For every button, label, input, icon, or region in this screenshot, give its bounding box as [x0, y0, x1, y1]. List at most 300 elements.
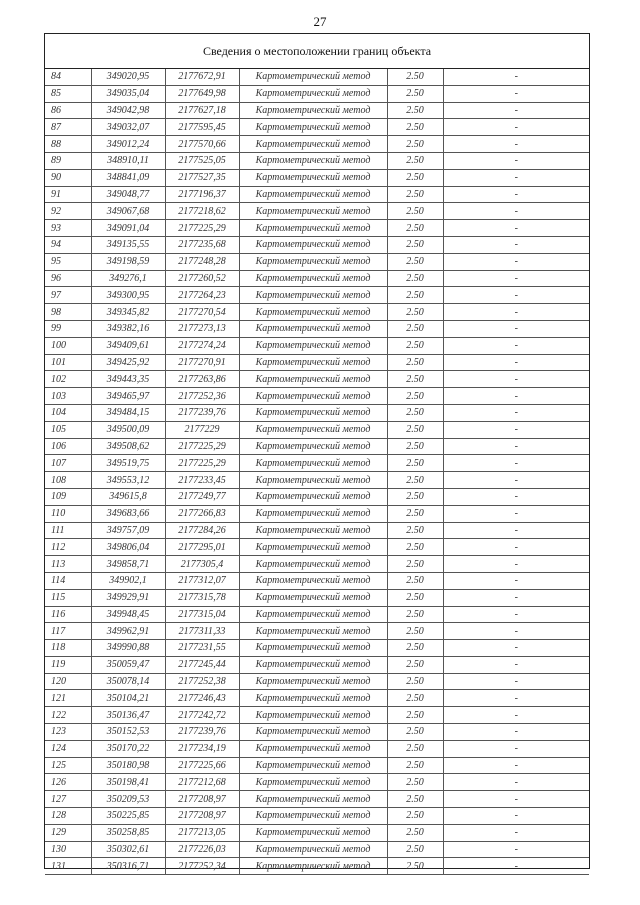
y-coordinate-cell: 2177312,07 [165, 572, 239, 589]
point-number-cell: 129 [45, 824, 91, 841]
description-cell: - [443, 320, 589, 337]
page-number: 27 [313, 14, 327, 29]
method-cell: Картометрический метод [239, 505, 387, 522]
y-coordinate-cell: 2177229 [165, 421, 239, 438]
description-cell: - [443, 505, 589, 522]
table-row [45, 589, 589, 606]
method-cell: Картометрический метод [239, 556, 387, 573]
method-cell: Картометрический метод [239, 270, 387, 287]
accuracy-cell: 2.50 [387, 169, 443, 186]
x-coordinate-cell: 350302,61 [91, 841, 165, 858]
method-cell: Картометрический метод [239, 740, 387, 757]
y-coordinate-cell: 2177246,43 [165, 690, 239, 707]
table-row [45, 304, 589, 321]
description-cell: - [443, 606, 589, 623]
x-coordinate-cell: 349962,91 [91, 623, 165, 640]
method-cell: Картометрический метод [239, 253, 387, 270]
point-number-cell: 103 [45, 388, 91, 405]
table-row [45, 69, 589, 85]
description-cell: - [443, 472, 589, 489]
table-row [45, 119, 589, 136]
y-coordinate-cell: 2177225,29 [165, 455, 239, 472]
table-row [45, 673, 589, 690]
accuracy-cell: 2.50 [387, 724, 443, 741]
method-cell: Картометрический метод [239, 757, 387, 774]
y-coordinate-cell: 2177212,68 [165, 774, 239, 791]
point-number-cell: 117 [45, 623, 91, 640]
description-cell: - [443, 539, 589, 556]
y-coordinate-cell: 2177672,91 [165, 69, 239, 85]
point-number-cell: 99 [45, 320, 91, 337]
table-row [45, 488, 589, 505]
description-cell: - [443, 791, 589, 808]
description-cell: - [443, 724, 589, 741]
accuracy-cell: 2.50 [387, 707, 443, 724]
point-number-cell: 124 [45, 740, 91, 757]
accuracy-cell: 2.50 [387, 455, 443, 472]
y-coordinate-cell: 2177525,05 [165, 152, 239, 169]
point-number-cell: 105 [45, 421, 91, 438]
description-cell: - [443, 186, 589, 203]
point-number-cell: 107 [45, 455, 91, 472]
method-cell: Картометрический метод [239, 858, 387, 875]
description-cell: - [443, 220, 589, 237]
accuracy-cell: 2.50 [387, 589, 443, 606]
point-number-cell: 98 [45, 304, 91, 321]
point-number-cell: 108 [45, 472, 91, 489]
boundary-table-frame [44, 33, 590, 872]
description-cell: - [443, 152, 589, 169]
y-coordinate-cell: 2177595,45 [165, 119, 239, 136]
table-row [45, 455, 589, 472]
x-coordinate-cell: 349902,1 [91, 572, 165, 589]
point-number-cell: 121 [45, 690, 91, 707]
method-cell: Картометрический метод [239, 656, 387, 673]
table-row [45, 102, 589, 119]
x-coordinate-cell: 350152,53 [91, 724, 165, 741]
accuracy-cell: 2.50 [387, 354, 443, 371]
accuracy-cell: 2.50 [387, 287, 443, 304]
method-cell: Картометрический метод [239, 623, 387, 640]
description-cell: - [443, 707, 589, 724]
accuracy-cell: 2.50 [387, 220, 443, 237]
table-row [45, 287, 589, 304]
table-row [45, 421, 589, 438]
x-coordinate-cell: 349409,61 [91, 337, 165, 354]
description-cell: - [443, 858, 589, 875]
table-row [45, 472, 589, 489]
description-cell: - [443, 85, 589, 102]
table-row [45, 808, 589, 825]
y-coordinate-cell: 2177266,83 [165, 505, 239, 522]
description-cell: - [443, 556, 589, 573]
method-cell: Картометрический метод [239, 522, 387, 539]
x-coordinate-cell: 349032,07 [91, 119, 165, 136]
method-cell: Картометрический метод [239, 421, 387, 438]
x-coordinate-cell: 350225,85 [91, 808, 165, 825]
description-cell: - [443, 808, 589, 825]
x-coordinate-cell: 349519,75 [91, 455, 165, 472]
table-row [45, 354, 589, 371]
point-number-cell: 119 [45, 656, 91, 673]
description-cell: - [443, 354, 589, 371]
x-coordinate-cell: 349382,16 [91, 320, 165, 337]
table-row [45, 169, 589, 186]
table-row [45, 320, 589, 337]
description-cell: - [443, 371, 589, 388]
description-cell: - [443, 740, 589, 757]
y-coordinate-cell: 2177213,05 [165, 824, 239, 841]
description-cell: - [443, 270, 589, 287]
table-row [45, 824, 589, 841]
method-cell: Картометрический метод [239, 85, 387, 102]
description-cell: - [443, 304, 589, 321]
table-row [45, 203, 589, 220]
method-cell: Картометрический метод [239, 808, 387, 825]
method-cell: Картометрический метод [239, 320, 387, 337]
method-cell: Картометрический метод [239, 203, 387, 220]
description-cell: - [443, 572, 589, 589]
point-number-cell: 120 [45, 673, 91, 690]
method-cell: Картометрический метод [239, 371, 387, 388]
accuracy-cell: 2.50 [387, 304, 443, 321]
description-cell: - [443, 757, 589, 774]
point-number-cell: 112 [45, 539, 91, 556]
description-cell: - [443, 824, 589, 841]
accuracy-cell: 2.50 [387, 757, 443, 774]
accuracy-cell: 2.50 [387, 505, 443, 522]
section-title: Сведения о местоположении границ объекта [45, 34, 589, 69]
point-number-cell: 106 [45, 438, 91, 455]
method-cell: Картометрический метод [239, 304, 387, 321]
x-coordinate-cell: 350059,47 [91, 656, 165, 673]
point-number-cell: 94 [45, 236, 91, 253]
method-cell: Картометрический метод [239, 119, 387, 136]
point-number-cell: 109 [45, 488, 91, 505]
y-coordinate-cell: 2177235,68 [165, 236, 239, 253]
method-cell: Картометрический метод [239, 236, 387, 253]
x-coordinate-cell: 350104,21 [91, 690, 165, 707]
accuracy-cell: 2.50 [387, 388, 443, 405]
method-cell: Картометрический метод [239, 640, 387, 657]
y-coordinate-cell: 2177225,66 [165, 757, 239, 774]
accuracy-cell: 2.50 [387, 690, 443, 707]
point-number-cell: 89 [45, 152, 91, 169]
table-row [45, 690, 589, 707]
description-cell: - [443, 640, 589, 657]
description-cell: - [443, 119, 589, 136]
point-number-cell: 130 [45, 841, 91, 858]
description-cell: - [443, 236, 589, 253]
description-cell: - [443, 589, 589, 606]
y-coordinate-cell: 2177226,03 [165, 841, 239, 858]
y-coordinate-cell: 2177270,91 [165, 354, 239, 371]
y-coordinate-cell: 2177270,54 [165, 304, 239, 321]
point-number-cell: 131 [45, 858, 91, 875]
table-row [45, 253, 589, 270]
point-number-cell: 96 [45, 270, 91, 287]
method-cell: Картометрический метод [239, 455, 387, 472]
description-cell: - [443, 337, 589, 354]
y-coordinate-cell: 2177649,98 [165, 85, 239, 102]
description-cell: - [443, 488, 589, 505]
x-coordinate-cell: 349276,1 [91, 270, 165, 287]
point-number-cell: 85 [45, 85, 91, 102]
method-cell: Картометрический метод [239, 606, 387, 623]
point-number-cell: 110 [45, 505, 91, 522]
y-coordinate-cell: 2177225,29 [165, 220, 239, 237]
accuracy-cell: 2.50 [387, 253, 443, 270]
description-cell: - [443, 656, 589, 673]
y-coordinate-cell: 2177315,04 [165, 606, 239, 623]
point-number-cell: 128 [45, 808, 91, 825]
table-row [45, 572, 589, 589]
point-number-cell: 100 [45, 337, 91, 354]
table-row [45, 707, 589, 724]
table-row [45, 724, 589, 741]
point-number-cell: 101 [45, 354, 91, 371]
table-row [45, 236, 589, 253]
point-number-cell: 97 [45, 287, 91, 304]
table-row [45, 371, 589, 388]
x-coordinate-cell: 349425,92 [91, 354, 165, 371]
x-coordinate-cell: 349806,04 [91, 539, 165, 556]
accuracy-cell: 2.50 [387, 371, 443, 388]
x-coordinate-cell: 349757,09 [91, 522, 165, 539]
y-coordinate-cell: 2177218,62 [165, 203, 239, 220]
point-number-cell: 115 [45, 589, 91, 606]
description-cell: - [443, 673, 589, 690]
accuracy-cell: 2.50 [387, 472, 443, 489]
accuracy-cell: 2.50 [387, 136, 443, 153]
method-cell: Картометрический метод [239, 136, 387, 153]
accuracy-cell: 2.50 [387, 85, 443, 102]
table-row [45, 522, 589, 539]
y-coordinate-cell: 2177311,33 [165, 623, 239, 640]
table-row [45, 858, 589, 875]
point-number-cell: 116 [45, 606, 91, 623]
point-number-cell: 87 [45, 119, 91, 136]
method-cell: Картометрический метод [239, 438, 387, 455]
table-row [45, 791, 589, 808]
y-coordinate-cell: 2177245,44 [165, 656, 239, 673]
y-coordinate-cell: 2177252,38 [165, 673, 239, 690]
method-cell: Картометрический метод [239, 388, 387, 405]
point-number-cell: 126 [45, 774, 91, 791]
method-cell: Картометрический метод [239, 824, 387, 841]
x-coordinate-cell: 349300,95 [91, 287, 165, 304]
accuracy-cell: 2.50 [387, 270, 443, 287]
method-cell: Картометрический метод [239, 841, 387, 858]
point-number-cell: 90 [45, 169, 91, 186]
method-cell: Картометрический метод [239, 572, 387, 589]
y-coordinate-cell: 2177234,19 [165, 740, 239, 757]
description-cell: - [443, 421, 589, 438]
method-cell: Картометрический метод [239, 690, 387, 707]
table-row [45, 186, 589, 203]
point-number-cell: 95 [45, 253, 91, 270]
accuracy-cell: 2.50 [387, 640, 443, 657]
y-coordinate-cell: 2177264,23 [165, 287, 239, 304]
x-coordinate-cell: 349091,04 [91, 220, 165, 237]
x-coordinate-cell: 349990,88 [91, 640, 165, 657]
method-cell: Картометрический метод [239, 707, 387, 724]
x-coordinate-cell: 349948,45 [91, 606, 165, 623]
point-number-cell: 127 [45, 791, 91, 808]
accuracy-cell: 2.50 [387, 522, 443, 539]
y-coordinate-cell: 2177284,26 [165, 522, 239, 539]
point-number-cell: 93 [45, 220, 91, 237]
x-coordinate-cell: 349035,04 [91, 85, 165, 102]
point-number-cell: 91 [45, 186, 91, 203]
accuracy-cell: 2.50 [387, 69, 443, 85]
y-coordinate-cell: 2177233,45 [165, 472, 239, 489]
description-cell: - [443, 253, 589, 270]
x-coordinate-cell: 349500,09 [91, 421, 165, 438]
x-coordinate-cell: 350170,22 [91, 740, 165, 757]
table-row [45, 640, 589, 657]
table-row [45, 539, 589, 556]
boundary-points-table [45, 69, 589, 875]
description-cell: - [443, 69, 589, 85]
accuracy-cell: 2.50 [387, 858, 443, 875]
x-coordinate-cell: 349508,62 [91, 438, 165, 455]
x-coordinate-cell: 349443,35 [91, 371, 165, 388]
description-cell: - [443, 203, 589, 220]
table-row [45, 337, 589, 354]
table-row [45, 556, 589, 573]
x-coordinate-cell: 348910,11 [91, 152, 165, 169]
x-coordinate-cell: 348841,09 [91, 169, 165, 186]
y-coordinate-cell: 2177239,76 [165, 404, 239, 421]
y-coordinate-cell: 2177252,36 [165, 388, 239, 405]
y-coordinate-cell: 2177248,28 [165, 253, 239, 270]
x-coordinate-cell: 349345,82 [91, 304, 165, 321]
x-coordinate-cell: 350078,14 [91, 673, 165, 690]
accuracy-cell: 2.50 [387, 673, 443, 690]
point-number-cell: 122 [45, 707, 91, 724]
x-coordinate-cell: 349683,66 [91, 505, 165, 522]
accuracy-cell: 2.50 [387, 404, 443, 421]
y-coordinate-cell: 2177252,34 [165, 858, 239, 875]
x-coordinate-cell: 349020,95 [91, 69, 165, 85]
y-coordinate-cell: 2177627,18 [165, 102, 239, 119]
method-cell: Картометрический метод [239, 169, 387, 186]
accuracy-cell: 2.50 [387, 539, 443, 556]
accuracy-cell: 2.50 [387, 438, 443, 455]
description-cell: - [443, 287, 589, 304]
table-row [45, 656, 589, 673]
accuracy-cell: 2.50 [387, 623, 443, 640]
y-coordinate-cell: 2177260,52 [165, 270, 239, 287]
accuracy-cell: 2.50 [387, 337, 443, 354]
method-cell: Картометрический метод [239, 724, 387, 741]
y-coordinate-cell: 2177295,01 [165, 539, 239, 556]
x-coordinate-cell: 349048,77 [91, 186, 165, 203]
y-coordinate-cell: 2177249,77 [165, 488, 239, 505]
description-cell: - [443, 136, 589, 153]
point-number-cell: 118 [45, 640, 91, 657]
table-row [45, 85, 589, 102]
table-row [45, 606, 589, 623]
accuracy-cell: 2.50 [387, 841, 443, 858]
method-cell: Картометрический метод [239, 102, 387, 119]
accuracy-cell: 2.50 [387, 656, 443, 673]
point-number-cell: 111 [45, 522, 91, 539]
table-row [45, 270, 589, 287]
accuracy-cell: 2.50 [387, 774, 443, 791]
method-cell: Картометрический метод [239, 404, 387, 421]
description-cell: - [443, 102, 589, 119]
y-coordinate-cell: 2177242,72 [165, 707, 239, 724]
method-cell: Картометрический метод [239, 69, 387, 85]
description-cell: - [443, 623, 589, 640]
x-coordinate-cell: 350180,98 [91, 757, 165, 774]
table-row [45, 152, 589, 169]
table-row [45, 505, 589, 522]
y-coordinate-cell: 2177305,4 [165, 556, 239, 573]
point-number-cell: 102 [45, 371, 91, 388]
y-coordinate-cell: 2177208,97 [165, 791, 239, 808]
accuracy-cell: 2.50 [387, 606, 443, 623]
y-coordinate-cell: 2177273,13 [165, 320, 239, 337]
y-coordinate-cell: 2177274,24 [165, 337, 239, 354]
accuracy-cell: 2.50 [387, 572, 443, 589]
method-cell: Картометрический метод [239, 287, 387, 304]
description-cell: - [443, 690, 589, 707]
table-row [45, 740, 589, 757]
table-row [45, 438, 589, 455]
description-cell: - [443, 522, 589, 539]
accuracy-cell: 2.50 [387, 203, 443, 220]
y-coordinate-cell: 2177231,55 [165, 640, 239, 657]
description-cell: - [443, 774, 589, 791]
table-row [45, 404, 589, 421]
table-row [45, 757, 589, 774]
point-number-cell: 86 [45, 102, 91, 119]
x-coordinate-cell: 349198,59 [91, 253, 165, 270]
description-cell: - [443, 169, 589, 186]
method-cell: Картометрический метод [239, 472, 387, 489]
table-row [45, 774, 589, 791]
point-number-cell: 113 [45, 556, 91, 573]
x-coordinate-cell: 349484,15 [91, 404, 165, 421]
table-row [45, 841, 589, 858]
x-coordinate-cell: 349042,98 [91, 102, 165, 119]
description-cell: - [443, 404, 589, 421]
method-cell: Картометрический метод [239, 220, 387, 237]
accuracy-cell: 2.50 [387, 119, 443, 136]
x-coordinate-cell: 350136,47 [91, 707, 165, 724]
x-coordinate-cell: 349012,24 [91, 136, 165, 153]
accuracy-cell: 2.50 [387, 808, 443, 825]
point-number-cell: 88 [45, 136, 91, 153]
y-coordinate-cell: 2177315,78 [165, 589, 239, 606]
point-number-cell: 92 [45, 203, 91, 220]
accuracy-cell: 2.50 [387, 186, 443, 203]
x-coordinate-cell: 349929,91 [91, 589, 165, 606]
method-cell: Картометрический метод [239, 774, 387, 791]
accuracy-cell: 2.50 [387, 320, 443, 337]
accuracy-cell: 2.50 [387, 102, 443, 119]
method-cell: Картометрический метод [239, 539, 387, 556]
x-coordinate-cell: 349465,97 [91, 388, 165, 405]
accuracy-cell: 2.50 [387, 421, 443, 438]
table-row [45, 220, 589, 237]
point-number-cell: 114 [45, 572, 91, 589]
method-cell: Картометрический метод [239, 673, 387, 690]
accuracy-cell: 2.50 [387, 488, 443, 505]
